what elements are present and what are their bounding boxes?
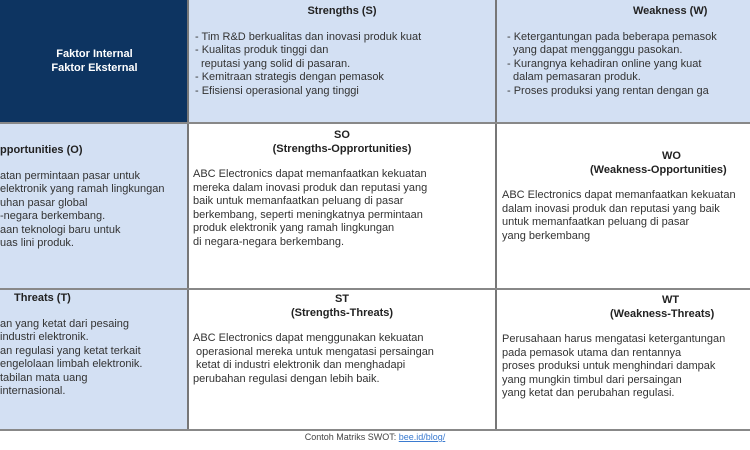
list-item: -negara berkembang. (0, 210, 106, 222)
list-item: elektronik yang ramah lingkungan (0, 183, 165, 195)
st-line: operasional mereka untuk mengatasi persaingan (193, 345, 434, 358)
list-item: - Proses produksi yang rentan dengan ga (507, 84, 709, 97)
wo-code: WO (662, 150, 681, 162)
list-item: industri elektronik. (0, 331, 89, 343)
list-item: tabilan mata uang (0, 371, 88, 384)
list-item: - Efisiensi operasional yang tinggi (195, 84, 359, 97)
list-item: atan permintaan pasar untuk (0, 169, 141, 182)
threats-title: Threats (T) (14, 292, 71, 304)
weakness-cell (497, 0, 750, 122)
wo-line: untuk memanfaatkan peluang di pasar (502, 216, 690, 228)
so-line: di negara-negara berkembang. (193, 235, 345, 248)
divider (0, 288, 750, 290)
wo-subtitle: (Weakness-Opportunities) (590, 163, 727, 176)
caption-text: Contoh Matriks SWOT: (304, 432, 399, 442)
list-item: uhan pasar global (0, 196, 88, 209)
wo-line: dalam inovasi produk dan reputasi yang baik (502, 202, 720, 215)
list-item: - Ketergantungan pada beberapa pemasok (507, 30, 717, 43)
wt-line: pada pemasok utama dan rentannya (502, 346, 682, 359)
corner-cell (0, 0, 188, 122)
divider (495, 0, 497, 431)
list-item: an regulasi yang ketat terkait (0, 344, 141, 357)
wo-cell (497, 124, 750, 288)
list-item: an yang ketat dari pesaing (0, 317, 130, 330)
opportunities-cell (0, 124, 188, 288)
st-line: ABC Electronics dapat menggunakan kekuatan (193, 332, 424, 344)
opportunities-title: pportunities (O) (0, 144, 83, 156)
wo-line: yang berkembang (502, 229, 591, 242)
caption (0, 432, 750, 442)
st-subtitle: (Strengths-Threats) (290, 306, 394, 319)
st-code: ST (334, 293, 350, 305)
so-cell (189, 124, 495, 288)
so-line: mereka dalam inovasi produk dan reputasi yang (193, 181, 428, 194)
strengths-cell (189, 0, 495, 122)
st-line: ketat di industri elektronik dan menghadapi (193, 359, 406, 371)
strengths-title: Strengths (S) (307, 5, 377, 17)
threats-cell (0, 290, 188, 430)
list-item: - Kualitas produk tinggi dan (195, 44, 329, 56)
so-line: berkembang, seperti meningkatnya permintaan (193, 208, 423, 221)
wt-code: WT (662, 294, 680, 306)
so-line: baik untuk memanfaatkan peluang di pasar (193, 195, 404, 207)
list-item: reputasi yang solid di pasaran. (201, 57, 351, 70)
so-code: SO (334, 129, 350, 141)
st-cell (189, 290, 495, 430)
wt-line: Perusahaan harus mengatasi ketergantungan (502, 333, 726, 345)
list-item: - Kemitraan strategis dengan pemasok (195, 71, 384, 83)
so-subtitle: (Strengths-Opprortunities) (272, 142, 412, 155)
wt-subtitle: (Weakness-Threats) (610, 307, 715, 320)
list-item: uas lini produk. (0, 237, 74, 249)
internal-factor-label: Faktor Internal (56, 48, 133, 60)
so-line: produk elektronik yang ramah lingkungan (193, 222, 395, 234)
wo-line: ABC Electronics dapat memanfaatkan kekuatan (502, 189, 736, 201)
list-item: yang dapat mengganggu pasokan. (513, 44, 683, 56)
wt-line: proses produksi untuk menghindari dampak (502, 360, 716, 372)
divider (0, 429, 750, 431)
caption-link[interactable]: bee.id/blog/ (398, 432, 446, 442)
wt-line: yang mungkin timbul dari persaingan (502, 373, 682, 386)
st-line: perubahan regulasi dengan lebih baik. (193, 372, 380, 385)
list-item: aan teknologi baru untuk (0, 223, 121, 236)
divider (187, 0, 189, 431)
list-item: engelolaan limbah elektronik. (0, 358, 143, 370)
list-item: dalam pemasaran produk. (513, 71, 641, 83)
list-item: - Tim R&D berkualitas dan inovasi produk kuat (195, 30, 422, 43)
list-item: - Kurangnya kehadiran online yang kuat (507, 57, 702, 70)
external-factor-label: Faktor Eksternal (51, 61, 138, 74)
weakness-title: Weakness (W) (633, 5, 708, 17)
wt-line: yang ketat dan perubahan regulasi. (502, 387, 675, 399)
list-item: internasional. (0, 385, 66, 397)
wt-cell (497, 290, 750, 430)
divider (0, 122, 750, 124)
so-line: ABC Electronics dapat memanfaatkan kekuatan (193, 168, 427, 180)
